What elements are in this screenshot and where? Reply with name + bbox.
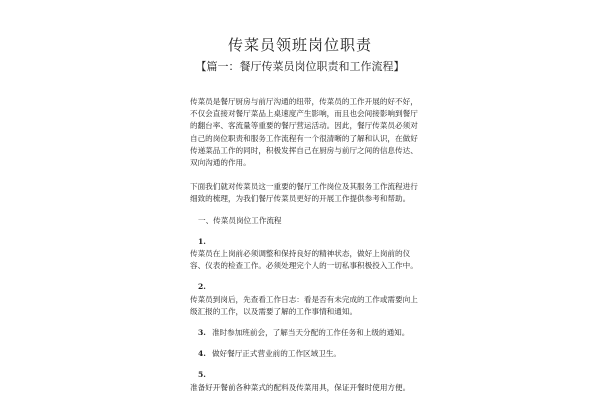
section-heading: 一、传菜员岗位工作流程 <box>198 215 282 225</box>
step-text-2: 传菜员到岗后，先查看工作日志：看是否有未完成的工作或需要向上级汇报的工作，以及需要了解的工作事情和通知。 <box>190 294 418 316</box>
step-number-3: 3. <box>198 328 206 338</box>
step-text-1: 传菜员在上岗前必须调整和保持良好的精神状态，做好上岗前的仪容、仪表的检查工作。必须处理完个人的一切私事积极投入工作中。 <box>190 249 418 271</box>
document-subtitle: 【篇一：餐厅传菜员岗位职责和工作流程】 <box>195 60 405 73</box>
step-number-1: 1. <box>198 236 206 246</box>
step-3 <box>190 327 420 339</box>
document-title: 传菜员领班岗位职责 <box>227 36 372 54</box>
step-text-5: 准备好开餐前各种菜式的配料及传菜用具，保证开餐时使用方便。 <box>190 382 411 392</box>
step-text-3: 准时参加班前会，了解当天分配的工作任务和上级的通知。 <box>211 328 410 338</box>
document-body <box>190 96 420 394</box>
step-4 <box>190 348 420 360</box>
preface-paragraph: 下面我们就对传菜员这一重要的餐厅工作岗位及其服务工作流程进行细致的梳理，为我们餐厅传菜员更好的开展工作提供参考和帮助。 <box>190 182 418 204</box>
step-number-4: 4. <box>198 349 206 359</box>
intro-paragraph: 传菜员是餐厅厨房与前厅沟通的纽带，传菜员的工作开展的好不好，不仅会直接对餐厅菜品上桌速度产生影响，而且也会间接影响到餐厅的翻台率、客流量等重要的餐厅营运活动。因此，餐厅传菜员必须对自己的岗位职责和服务工作流程有一个很清晰的了解和认识，在做好传递菜品工作的同时，积极发挥自己在厨房与前厅之间的信息传达、双向沟通的作用。 <box>190 97 418 168</box>
step-number-2: 2. <box>198 282 206 292</box>
step-number-5: 5. <box>198 370 206 380</box>
step-text-4: 做好餐厅正式营业前的工作区域卫生。 <box>211 349 342 359</box>
